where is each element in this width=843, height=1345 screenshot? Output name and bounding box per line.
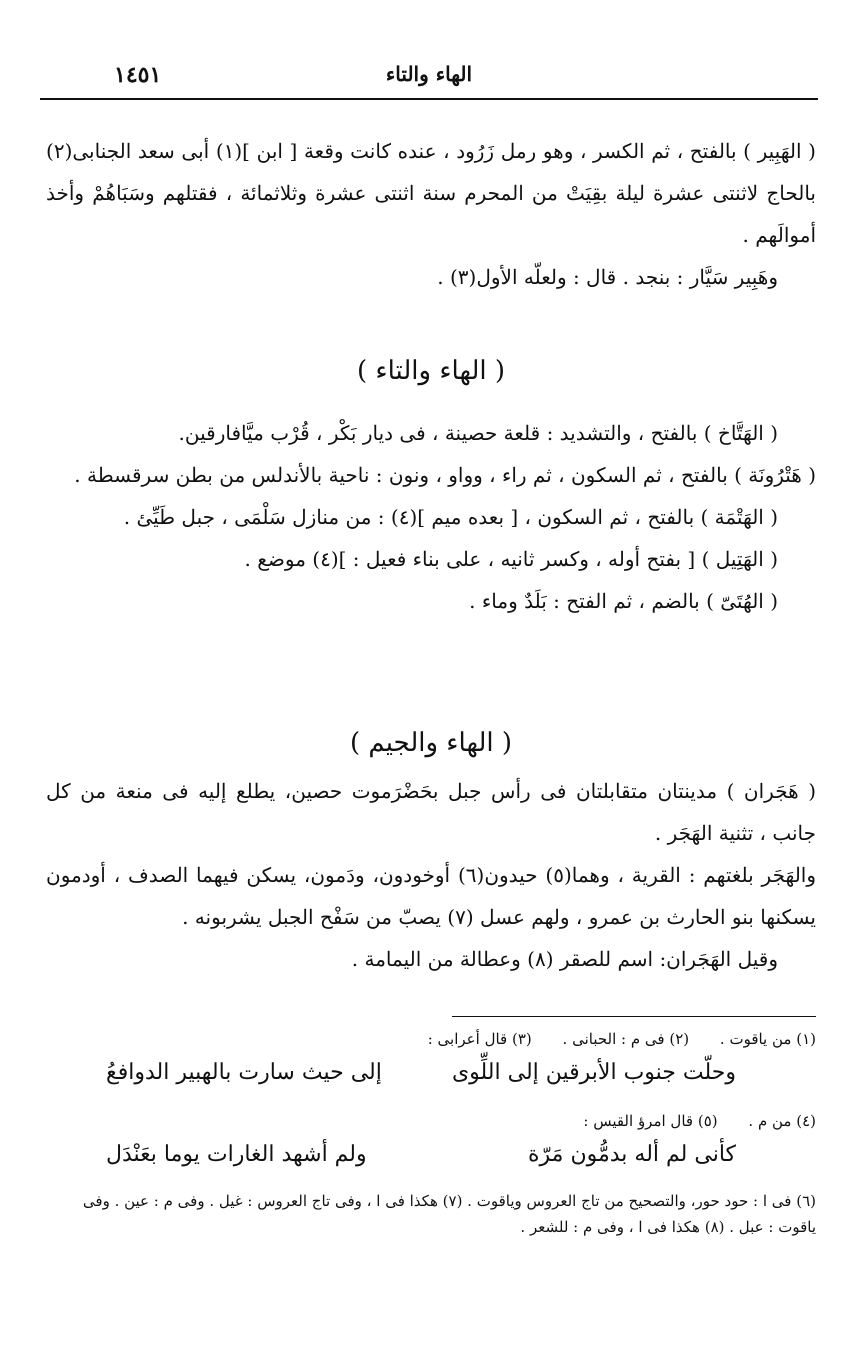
footnote-3: (٣) قال أعرابى : (427, 1030, 532, 1048)
footnote-line-3: (٦) فى ا : حود حور، والتصحيح من تاج العروس وياقوت . (٧) هكذا فى ا ، وفى تاج العروس : غيل . وفى م : عين . وفى ياقوت : عبل . (٨) هكذا فى ا ، وفى م : للشعر . (82, 1192, 816, 1236)
section-ha-jim-entries (46, 770, 816, 980)
entry-hatil: ( الهَتِيل ) [ بفتح أوله ، وكسر ثانيه ، على بناء فعيل : ](٤) موضع . (244, 547, 778, 571)
verse-1-second-hemistich: إلى حيث سارت بالهبير الدوافعُ (106, 1060, 382, 1085)
verse-2 (46, 1136, 816, 1188)
entry-hatma: ( الهَتْمَة ) بالفتح ، ثم السكون ، [ بعده ميم ](٤) : من منازل سَلْمَى ، جبل طَيِّئ . (123, 505, 778, 529)
verse-1-first-hemistich: وحلّت جنوب الأبرقين إلى اللِّوى (451, 1060, 736, 1085)
footnote-rule (452, 1016, 816, 1017)
footnote-line-2 (46, 1106, 816, 1136)
page-header (40, 60, 818, 96)
entry-habir: ( الهَبِير ) بالفتح ، ثم الكسر ، وهو رمل زَرُود ، عنده كانت وقعة [ ابن ](١) أبى سعد الجنابى(٢) بالحاج لاثنتى عشرة ليلة بقِيَتْ من المحرم سنة اثنتى عشرة وثلاثمائة ، فقتلهم وسَبَاهُمْ وأخذ أموالَهم . (46, 139, 816, 247)
entry-hajar: والهَجَر بلغتهم : القرية ، وهما(٥) حيدون(٦) أوخودون، ودَمون، يسكن فيهما الصدف ، أودمون يسكنها بنو الحارث بن عمرو ، ولهم عسل (٧) يصبّ من سَفْح الجبل يشربونه . (46, 863, 817, 929)
entry-hutayy: ( الهُتَىّ ) بالضم ، ثم الفتح : بَلَدٌ وماء . (469, 589, 778, 613)
section-ha-ta-entries (46, 412, 816, 622)
footnote-2: (٢) فى م : الحبانى . (562, 1030, 690, 1048)
footnote-line-1 (46, 1024, 816, 1054)
entries-top (46, 130, 816, 298)
verse-2-first-hemistich: كأنى لم أله بدمُّون مَرّة (528, 1142, 736, 1167)
footnote-1: (١) من ياقوت . (719, 1030, 816, 1048)
header-rule (40, 98, 818, 100)
page-number: ١٤٥١ (114, 62, 162, 88)
entry-habir-sayyar: وهَبِير سَيَّار : بنجد . قال : ولعلّه الأول(٣) . (437, 265, 778, 289)
footnotes (46, 1024, 816, 1240)
section-title-ha-ta: ( الهاء والتاء ) (356, 356, 506, 386)
section-ha-jim (46, 720, 816, 766)
entry-hattakh: ( الهَتَّاخ ) بالفتح ، والتشديد : قلعة حصينة ، فى ديار بَكْر ، قُرْب ميَّافارقين. (178, 421, 778, 445)
footnote-4: (٤) من م . (748, 1112, 816, 1130)
verse-2-second-hemistich: ولم أشهد الغارات يوما بعَنْدَل (106, 1142, 367, 1167)
verse-1 (46, 1054, 816, 1106)
section-ha-ta (46, 348, 816, 394)
entry-hajran: ( هَجَران ) مدينتان متقابلتان فى رأس جبل بحَضْرَموت حصين، يطلع إليه فى منعة من كل جانب ، تثنية الهَجَر . (46, 779, 816, 845)
footnote-5: (٥) قال امرؤ القيس : (583, 1112, 718, 1130)
section-title-ha-jim: ( الهاء والجيم ) (350, 728, 512, 758)
running-title: الهاء والتاء (385, 62, 473, 86)
entry-hajran-saqr: وقيل الهَجَران: اسم للصقر (٨) وعطالة من اليمامة . (351, 947, 778, 971)
entry-hatruna: ( هَتْرُونَة ) بالفتح ، ثم السكون ، ثم راء ، وواو ، ونون : ناحية بالأندلس من بطن سرقسطة . (74, 463, 816, 487)
